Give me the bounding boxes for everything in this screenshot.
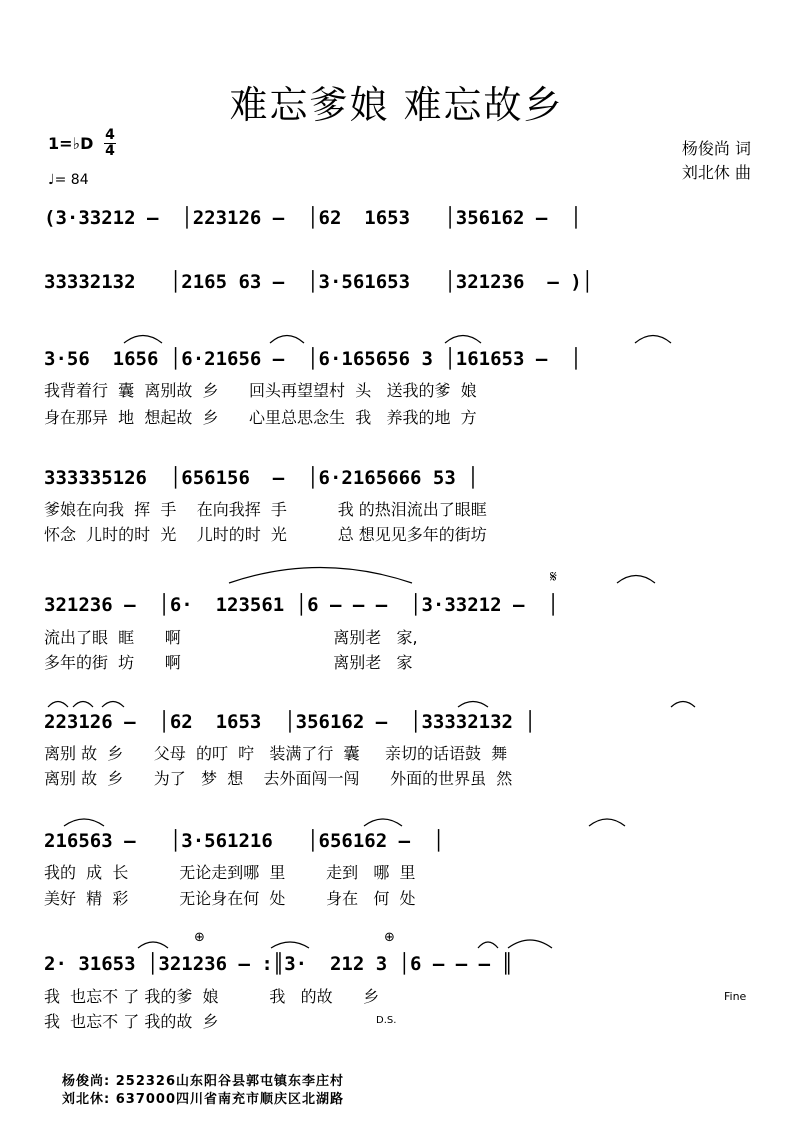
- lyrics-line-3b: 身在那异 地 想起故 乡 心里总思念生 我 养我的地 方: [44, 408, 477, 427]
- notation-line-5: 321236 – │6· 123561 │6 – – – │3·33212 – │: [44, 594, 559, 616]
- lyrics-line-3a: 我背着行 囊 离别故 乡 回头再望望村 头 送我的爹 娘: [44, 381, 477, 400]
- meter-top: 4: [105, 127, 115, 143]
- meter-bottom: 4: [105, 143, 115, 159]
- song-title: 难忘爹娘 难忘故乡: [229, 83, 564, 127]
- lyrics-line-6b: 离别 故 乡 为了 梦 想 去外面闯一闯 外面的世界虽 然: [44, 769, 513, 788]
- lyrics-line-7b: 美好 精 彩 无论身在何 处 身在 何 处: [44, 889, 416, 908]
- notation-line-3: 3·56 1656 │6·21656 – │6·165656 3 │161653 – │: [44, 348, 582, 370]
- lyrics-line-8a: 我 也忘不 了 我的爹 娘 我 的故 乡: [44, 987, 380, 1006]
- composer-credit: 刘北休 曲: [681, 163, 751, 182]
- coda-mark-2: ⊕: [384, 930, 395, 945]
- lyrics-line-4b: 怀念 儿时的时 光 儿时的时 光 总 想见见多年的街坊: [44, 525, 487, 544]
- composer-address: 刘北休: 637000四川省南充市顺庆区北湖路: [62, 1092, 344, 1107]
- fine-mark: Fine: [724, 990, 747, 1003]
- tempo-mark: ♩= 84: [48, 172, 89, 188]
- notation-line-7: 216563 – │3·561216 │656162 – │: [44, 830, 445, 852]
- segno-mark: 𝄋: [550, 567, 557, 586]
- ds-mark: D.S.: [376, 1015, 397, 1026]
- notation-line-1: (3·33212 – │223126 – │62 1653 │356162 – │: [44, 207, 582, 229]
- notation-line-2: 33332132 │2165 63 – │3·561653 │321236 – )│: [44, 271, 594, 293]
- notation-line-4: 333335126 │656156 – │6·2165666 53 │: [44, 467, 479, 489]
- lyrics-line-6a: 离别 故 乡 父母 的叮 咛 装满了行 囊 亲切的话语鼓 舞: [44, 744, 508, 763]
- key-signature: 1=♭D: [48, 134, 94, 153]
- notation-line-8: 2· 31653 │321236 – :║3· 212 3 │6 – – – ║: [44, 953, 513, 975]
- lyricist-address: 杨俊尚: 252326山东阳谷县郭屯镇东李庄村: [62, 1074, 344, 1089]
- lyrics-line-5b: 多年的街 坊 啊 离别老 家: [44, 653, 413, 672]
- lyrics-line-4a: 爹娘在向我 挥 手 在向我挥 手 我 的热泪流出了眼眶: [44, 500, 487, 519]
- lyrics-line-5a: 流出了眼 眶 啊 离别老 家,: [44, 628, 418, 647]
- notation-line-6: 223126 – │62 1653 │356162 – │33332132 │: [44, 711, 536, 733]
- coda-mark-1: ⊕: [194, 930, 205, 945]
- lyrics-line-7a: 我的 成 长 无论走到哪 里 走到 哪 里: [44, 863, 416, 882]
- lyrics-line-8b: 我 也忘不 了 我的故 乡: [44, 1012, 219, 1031]
- lyricist-credit: 杨俊尚 词: [681, 139, 751, 158]
